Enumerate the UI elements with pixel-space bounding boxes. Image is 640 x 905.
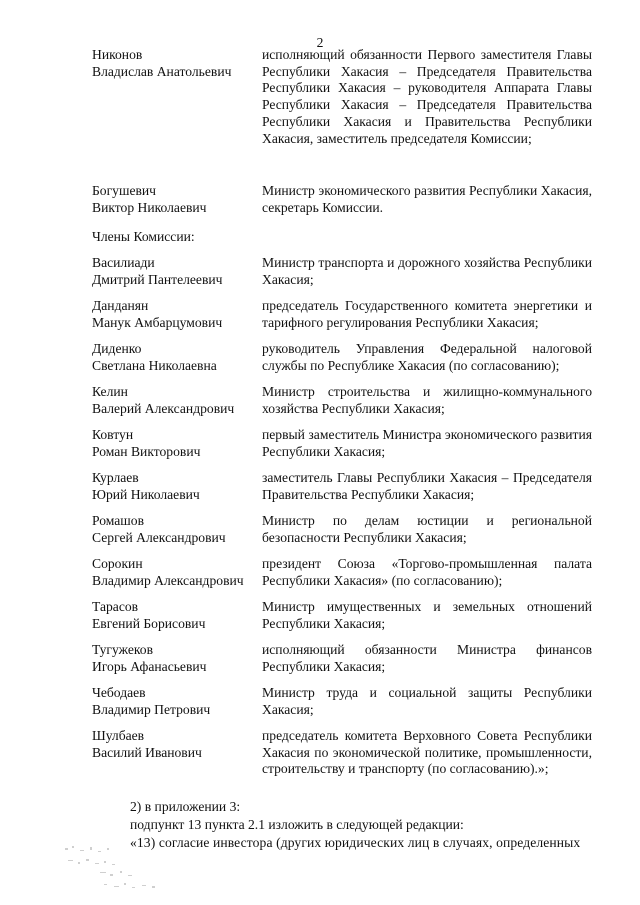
surname: Василиади [92,255,155,270]
page-number: 2 [316,35,324,50]
amendment-quoted-text: «13) согласие инвестора (других юридических лиц в случаях, определенных [130,835,581,850]
given-names: Владислав Анатольевич [92,63,232,79]
given-names: Светлана Николаевна [92,357,217,373]
surname: Ковтун [92,427,134,442]
position-description: Министр имущественных и земельных отношений Республики Хакасия; [262,599,592,631]
amendment-instruction: подпункт 13 пункта 2.1 изложить в следующей редакции: [130,817,464,832]
position-description: исполняющий обязанности Первого заместителя Главы Республики Хакасия – Председателя Правительства Республики Хакасия – руководителя Аппарата Главы Республики Хакасия – Председателя Правительства Республики Хакасия и Правительства Республики Хакасия, заместитель председателя Комиссии; [262,47,592,146]
position-description: председатель комитета Верховного Совета Республики Хакасия по экономической политике, промышленности, строительству и транспорту (по согласованию).»; [262,728,592,777]
surname: Ромашов [92,513,144,528]
given-names: Манук Амбарцумович [92,314,223,330]
position-description: президент Союза «Торгово-промышленная палата Республики Хакасия» (по согласованию); [262,556,592,588]
person-name [92,384,262,417]
surname: Данданян [92,298,149,313]
person-name [92,599,262,632]
person-name [92,642,262,675]
given-names: Владимир Александрович [92,572,244,588]
surname: Сорокин [92,556,143,571]
given-names: Виктор Николаевич [92,199,207,215]
person-name [92,183,262,216]
given-names: Валерий Александрович [92,400,235,416]
position-description: Министр по делам юстиции и региональной безопасности Республики Хакасия; [262,513,592,545]
surname: Келин [92,384,128,399]
given-names: Василий Иванович [92,744,202,760]
surname: Никонов [92,47,143,62]
position-description: председатель Государственного комитета энергетики и тарифного регулирования Республики Хакасия; [262,298,592,330]
person-name [92,556,262,589]
given-names: Юрий Николаевич [92,486,200,502]
position-description: Министр экономического развития Республики Хакасия, секретарь Комиссии. [262,183,592,215]
surname: Тугужеков [92,642,153,657]
person-name [92,685,262,718]
surname: Тарасов [92,599,139,614]
position-description: исполняющий обязанности Министра финансов Республики Хакасия; [262,642,592,674]
person-name [92,427,262,460]
position-description: Министр труда и социальной защиты Республики Хакасия; [262,685,592,717]
person-name [92,513,262,546]
given-names: Евгений Борисович [92,615,206,631]
position-description: Министр строительства и жилищно-коммунального хозяйства Республики Хакасия; [262,384,592,416]
given-names: Сергей Александрович [92,529,226,545]
surname: Диденко [92,341,142,356]
position-description: Министр транспорта и дорожного хозяйства Республики Хакасия; [262,255,592,287]
person-name [92,47,262,80]
given-names: Игорь Афанасьевич [92,658,207,674]
members-heading: Члены Комиссии: [92,229,195,244]
person-name [92,470,262,503]
given-names: Владимир Петрович [92,701,211,717]
given-names: Дмитрий Пантелеевич [92,271,223,287]
person-name [92,728,262,761]
person-name [92,341,262,374]
amendment-item: 2) в приложении 3: [130,799,241,814]
person-name [92,298,262,331]
surname: Чебодаев [92,685,146,700]
given-names: Роман Викторович [92,443,201,459]
surname: Курлаев [92,470,139,485]
surname: Богушевич [92,183,157,198]
position-description: заместитель Главы Республики Хакасия – Председателя Правительства Республики Хакасия; [262,470,592,502]
position-description: руководитель Управления Федеральной налоговой службы по Республике Хакасия (по согласованию); [262,341,592,373]
scan-stamp-mark [60,842,175,894]
person-name [92,255,262,288]
surname: Шулбаев [92,728,145,743]
position-description: первый заместитель Министра экономического развития Республики Хакасия; [262,427,592,459]
